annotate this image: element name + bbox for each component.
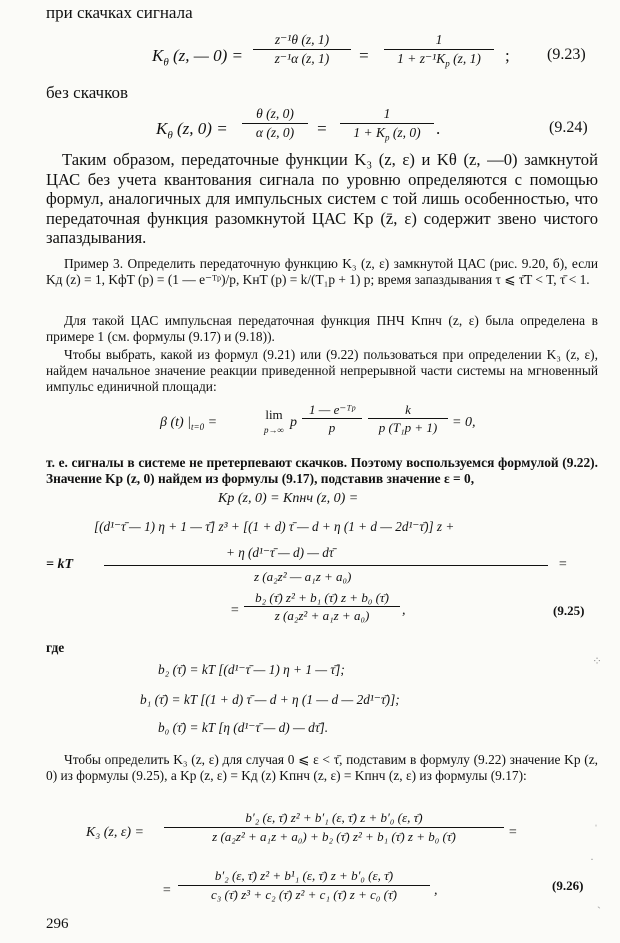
kp-tail-equals: =	[558, 557, 568, 572]
beta-p: p	[290, 415, 297, 430]
eq926-lhs: K₃ (z, ε) =	[86, 825, 144, 840]
eq926-frac1: b′₂ (ε, τ̄) z² + b′₁ (ε, τ̄) z + b′₀ (ε, τ̄) z (a₂z² + a₁z + a₀) + b₂ (τ̄) z² + b₁ (τ̄) z + b₀ (τ̄)	[164, 810, 504, 845]
eq924-dot: .	[436, 119, 441, 138]
intro-line	[46, 2, 193, 23]
paragraph-main-text: Таким образом, передаточные функции K₃ (z, ε) и Kθ (z, —0) замкнутой ЦАС без учета квантования сигнала по уровню определяются с помощью формул, аналогичных для импульсных систем с той лишь особенностью, что передаточная функция разомкнутой ЦАС Kр (z̄, ε) содержит звено чистого запаздывания.	[46, 150, 598, 247]
kp-numerator-line2: + η (d¹⁻τ̄ — d) — dτ̄	[226, 545, 334, 560]
example-title: Пример 3.	[64, 256, 124, 271]
scan-speck: ˋ	[597, 904, 601, 918]
eq926-lead2: =	[162, 883, 172, 898]
eq924-frac2: 1 $1 + K_р$ (z, 0)	[340, 106, 434, 146]
example-paragraph	[46, 256, 598, 288]
eq926-frac2: b′₂ (ε, τ̄) z² + b¹₁ (ε, τ̄) z + b′₀ (ε, τ̄) c₃ (τ̄) z³ + c₂ (τ̄) z² + c₁ (τ̄) z + c₀ (τ̄)	[178, 868, 430, 903]
eq923-number: (9.23)	[547, 46, 586, 63]
eq923-frac1: z⁻¹θ (z, 1) z⁻¹α (z, 1)	[253, 32, 351, 67]
eq925-number: (9.25)	[553, 603, 585, 618]
kp-numerator-line1: [(d¹⁻τ̄ — 1) η + 1 — τ̄] z³ + [(1 + d) τ̄ — d + η (1 + d — 2d¹⁻τ̄)] z +	[94, 519, 455, 534]
kp-fraction-bar	[104, 565, 548, 566]
kp-lhs-kT: = kT	[46, 557, 74, 572]
scan-speck: ⁘	[592, 654, 603, 668]
page-number: 296	[46, 916, 69, 932]
paragraph-pnch: Для такой ЦАС импульсная передаточная функция ПНЧ Kпнч (z, ε) была определена в примере 1 (см. формулы (9.17) и (9.18)).	[46, 313, 598, 345]
where-label: где	[46, 640, 65, 655]
no-jump-label: без скачков	[46, 83, 129, 102]
eq924-frac1: θ (z, 0) α (z, 0)	[242, 106, 308, 141]
beta-tail: = 0,	[452, 415, 476, 430]
eq923-frac2: 1 $1 + z^{-1}K_р$ (z, 1)	[384, 32, 494, 72]
beta-frac2: k p (T₁p + 1)	[368, 402, 448, 435]
eq924-lhs: $K_\theta$ (z, 0) =	[156, 119, 228, 142]
b0-definition: b₀ (τ̄) = kT [η (d¹⁻τ̄ — d) — dτ̄].	[158, 720, 329, 735]
paragraph-no-jumps: т. е. сигналы в системе не претерпевают скачков. Поэтому воспользуемся формулой (9.22). Значение Kр (z, 0) найдем из формулы (9.17), подставив значение ε = 0,	[46, 455, 598, 487]
eq926-tail-equals: =	[508, 825, 518, 840]
eq926-number: (9.26)	[552, 878, 584, 893]
scan-speck: ·	[590, 852, 594, 866]
paragraph-choose-formula: Чтобы выбрать, какой из формул (9.21) или (9.22) пользоваться при определении K₃ (z, ε), найдем начальное значение реакции приведенной непрерывной части системы на мгновенный импульс единичной площади:	[46, 347, 598, 395]
beta-lhs: β (t) $|_{t=0}$ =	[160, 415, 218, 432]
paragraph-determine-k3: Чтобы определить K₃ (z, ε) для случая 0 ⩽ ε < τ̄, подставим в формулу (9.22) значение Kр (z, 0) из формулы (9.25), а Kр (z, ε) = Kд (z) Kпнч (z, ε) = Kпнч (z, ε) из формулы (9.17):	[46, 752, 598, 784]
eq923-lhs: $K_\theta$ (z, — 0) =	[152, 46, 244, 69]
kp-frac2: b₂ (τ̄) z² + b₁ (τ̄) z + b₀ (τ̄) z (a₂z² + a₁z + a₀)	[244, 590, 400, 623]
eq924-number: (9.24)	[549, 119, 588, 136]
kp-line1: Kр (z, 0) = Kпнч (z, 0) =	[218, 491, 359, 506]
eq923-semicolon: ;	[505, 46, 510, 65]
beta-lim: lim p→∞	[264, 407, 284, 435]
beta-frac1: 1 — e⁻ᵀᵖ p	[302, 402, 362, 435]
example-text: Определить передаточную функцию K₃ (z, ε) замкнутой ЦАС (рис. 9.20, б), если Kд (z) = 1, KфT (p) = (1 — e⁻ᵀᵖ)/p, KнT (p) = k/(T₁p + 1) p; время запаздывания τ ⩽ τ̄T < T, τ̄ < 1.	[46, 256, 598, 288]
kp-denominator: z (a₂z² — a₁z + a₀)	[254, 569, 352, 584]
kp-f2-lead: =	[230, 603, 240, 618]
eq924-equals: =	[316, 119, 328, 138]
intro-text: при скачках сигнала	[46, 3, 193, 22]
b2-definition: b₂ (τ̄) = kT [(d¹⁻τ̄ — 1) η + 1 — τ̄];	[158, 662, 345, 677]
eq923-equals: =	[358, 46, 370, 65]
b1-definition: b₁ (τ̄) = kT [(1 + d) τ̄ — d + η (1 — d — 2d¹⁻τ̄)];	[140, 692, 400, 707]
eq926-comma: ,	[434, 883, 438, 898]
kp-comma: ,	[402, 603, 406, 618]
scan-speck: ˈ	[594, 822, 598, 836]
